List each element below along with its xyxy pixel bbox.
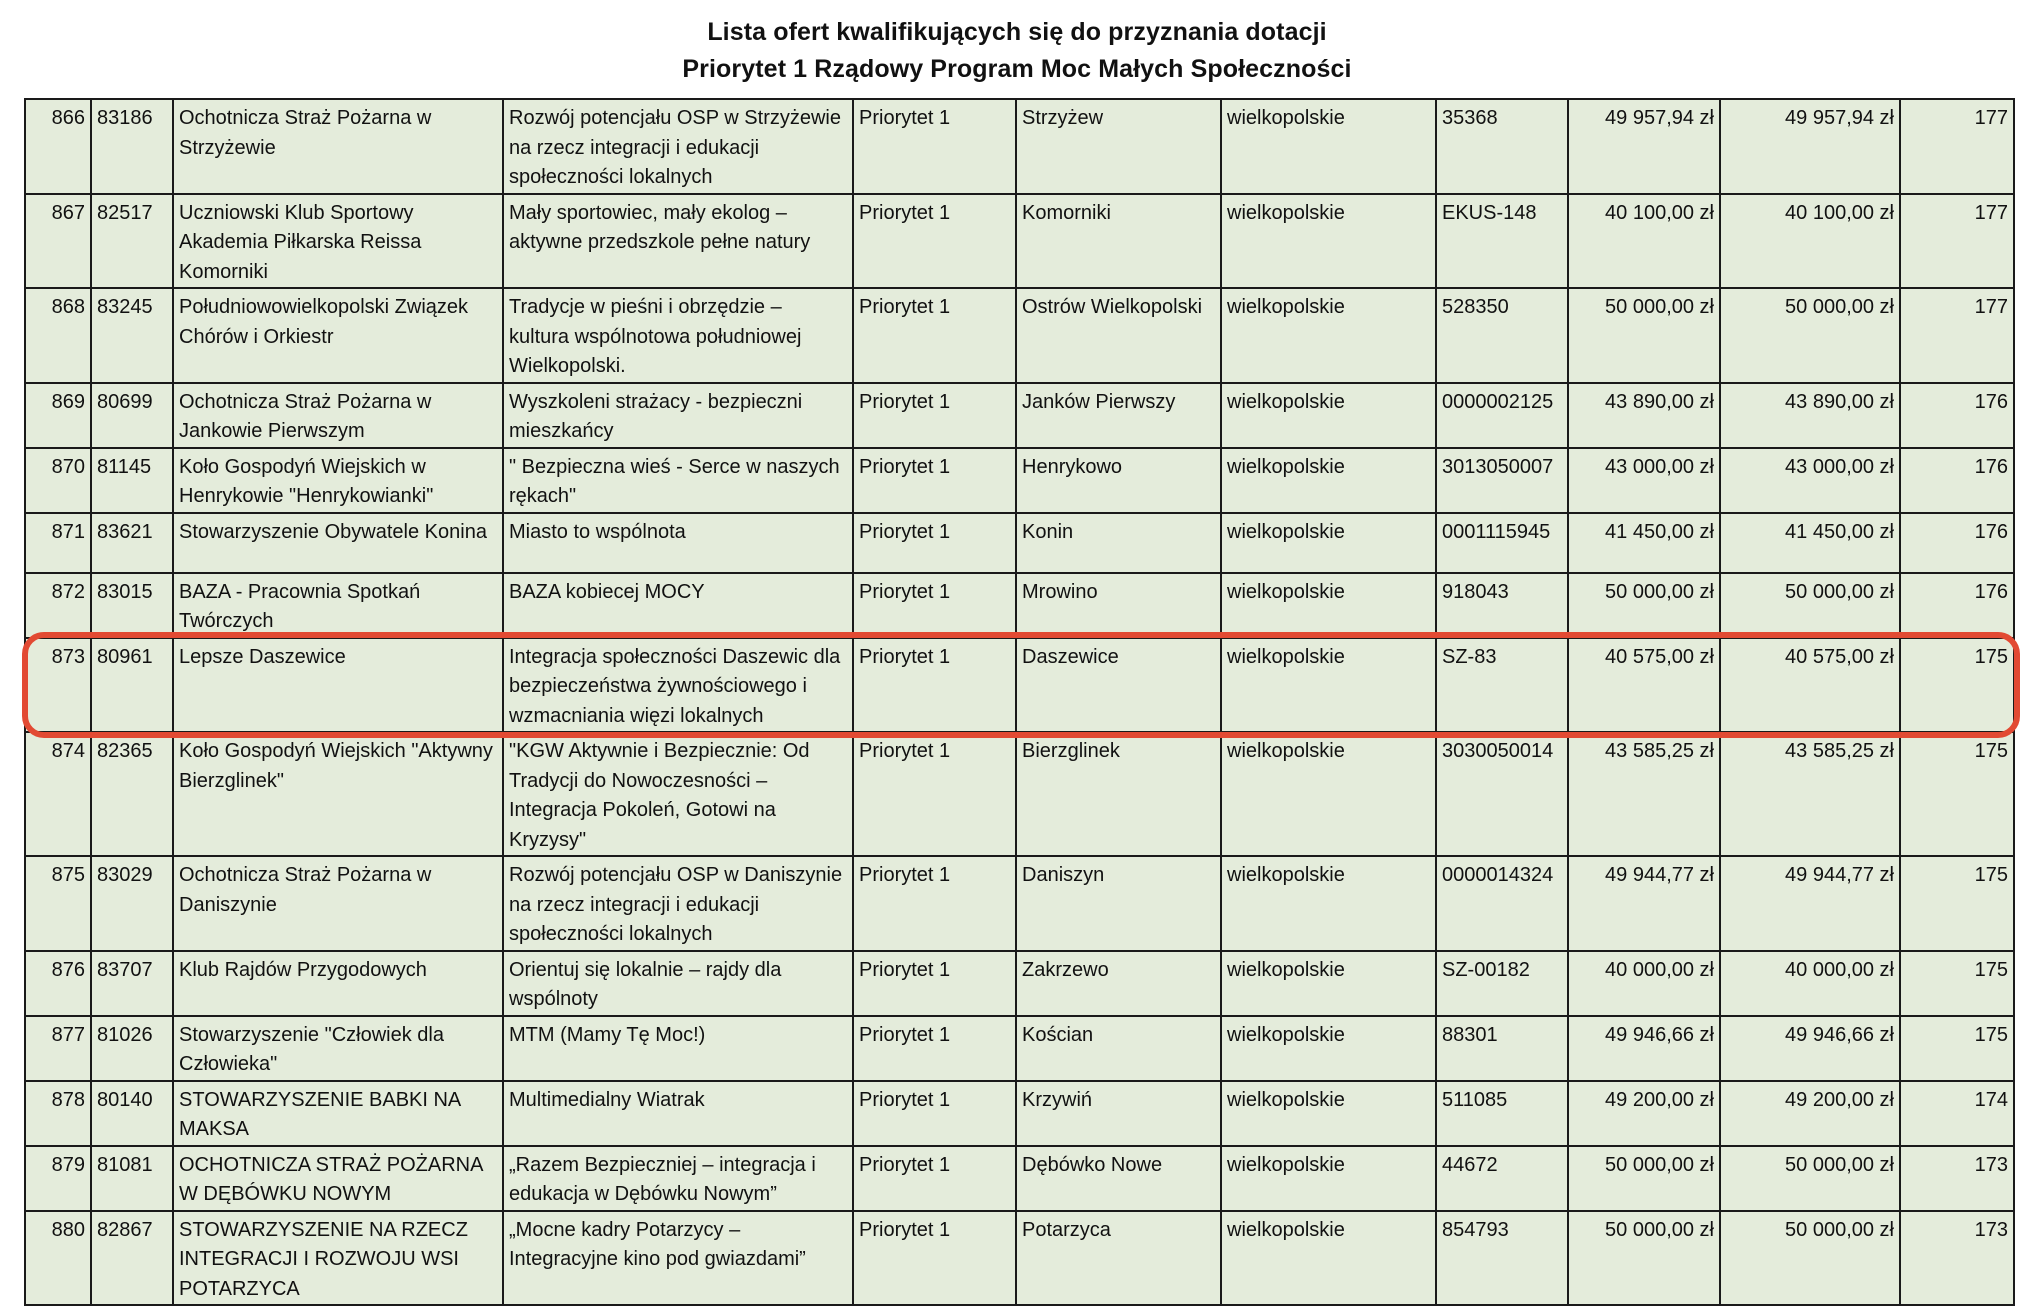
project-title-cell: Rozwój potencjału OSP w Strzyżewie na rzecz integracji i edukacji społeczności lokalnych	[503, 99, 853, 194]
score-value-cell: 177	[1900, 288, 2014, 383]
project-title-cell: MTM (Mamy Tę Moc!)	[503, 1016, 853, 1081]
registry-number-cell: 918043	[1436, 573, 1568, 638]
requested-amount-cell: 43 890,00 zł	[1568, 383, 1720, 448]
town-name-cell: Krzywiń	[1016, 1081, 1221, 1146]
row-number-cell: 875	[25, 856, 91, 951]
table-row	[25, 448, 2014, 513]
registry-number-cell: 35368	[1436, 99, 1568, 194]
registry-number-cell: 0000002125	[1436, 383, 1568, 448]
offer-id-cell: 83245	[91, 288, 173, 383]
town-name-cell: Bierzglinek	[1016, 732, 1221, 856]
organization-name-cell: STOWARZYSZENIE NA RZECZ INTEGRACJI I ROZWOJU WSI POTARZYCA	[173, 1211, 503, 1306]
row-number-cell: 878	[25, 1081, 91, 1146]
score-value-cell: 175	[1900, 732, 2014, 856]
offer-id-cell: 81145	[91, 448, 173, 513]
town-name-cell: Potarzyca	[1016, 1211, 1221, 1306]
organization-name-cell: Ochotnicza Straż Pożarna w Daniszynie	[173, 856, 503, 951]
region-name-cell: wielkopolskie	[1221, 513, 1436, 573]
project-title-cell: " Bezpieczna wieś - Serce w naszych rękach"	[503, 448, 853, 513]
project-title-cell: Wyszkoleni strażacy - bezpieczni mieszkańcy	[503, 383, 853, 448]
registry-number-cell: 3013050007	[1436, 448, 1568, 513]
offers-table-wrapper	[24, 98, 2013, 1306]
region-name-cell: wielkopolskie	[1221, 288, 1436, 383]
offer-id-cell: 81026	[91, 1016, 173, 1081]
region-name-cell: wielkopolskie	[1221, 1211, 1436, 1306]
town-name-cell: Konin	[1016, 513, 1221, 573]
table-row	[25, 732, 2014, 856]
region-name-cell: wielkopolskie	[1221, 638, 1436, 733]
project-title-cell: Miasto to wspólnota	[503, 513, 853, 573]
offer-id-cell: 83029	[91, 856, 173, 951]
priority-label-cell: Priorytet 1	[853, 1016, 1016, 1081]
requested-amount-cell: 40 575,00 zł	[1568, 638, 1720, 733]
score-value-cell: 173	[1900, 1211, 2014, 1306]
organization-name-cell: Koło Gospodyń Wiejskich w Henrykowie "Henrykowianki"	[173, 448, 503, 513]
organization-name-cell: BAZA - Pracownia Spotkań Twórczych	[173, 573, 503, 638]
row-number-cell: 877	[25, 1016, 91, 1081]
row-number-cell: 879	[25, 1146, 91, 1211]
town-name-cell: Zakrzewo	[1016, 951, 1221, 1016]
granted-amount-cell: 43 890,00 zł	[1720, 383, 1900, 448]
table-row	[25, 1146, 2014, 1211]
priority-label-cell: Priorytet 1	[853, 383, 1016, 448]
offer-id-cell: 80961	[91, 638, 173, 733]
granted-amount-cell: 50 000,00 zł	[1720, 573, 1900, 638]
table-row	[25, 383, 2014, 448]
project-title-cell: Mały sportowiec, mały ekolog – aktywne przedszkole pełne natury	[503, 194, 853, 289]
row-number-cell: 873	[25, 638, 91, 733]
region-name-cell: wielkopolskie	[1221, 99, 1436, 194]
organization-name-cell: Lepsze Daszewice	[173, 638, 503, 733]
town-name-cell: Strzyżew	[1016, 99, 1221, 194]
row-number-cell: 867	[25, 194, 91, 289]
offer-id-cell: 83707	[91, 951, 173, 1016]
score-value-cell: 175	[1900, 856, 2014, 951]
region-name-cell: wielkopolskie	[1221, 448, 1436, 513]
row-number-cell: 868	[25, 288, 91, 383]
requested-amount-cell: 50 000,00 zł	[1568, 573, 1720, 638]
granted-amount-cell: 49 957,94 zł	[1720, 99, 1900, 194]
granted-amount-cell: 50 000,00 zł	[1720, 1211, 1900, 1306]
table-row	[25, 513, 2014, 573]
granted-amount-cell: 43 585,25 zł	[1720, 732, 1900, 856]
project-title-cell: BAZA kobiecej MOCY	[503, 573, 853, 638]
table-row	[25, 1211, 2014, 1306]
registry-number-cell: 44672	[1436, 1146, 1568, 1211]
requested-amount-cell: 49 200,00 zł	[1568, 1081, 1720, 1146]
priority-label-cell: Priorytet 1	[853, 638, 1016, 733]
row-number-cell: 874	[25, 732, 91, 856]
granted-amount-cell: 49 200,00 zł	[1720, 1081, 1900, 1146]
town-name-cell: Daszewice	[1016, 638, 1221, 733]
offer-id-cell: 82517	[91, 194, 173, 289]
priority-label-cell: Priorytet 1	[853, 194, 1016, 289]
requested-amount-cell: 43 585,25 zł	[1568, 732, 1720, 856]
organization-name-cell: Koło Gospodyń Wiejskich "Aktywny Bierzglinek"	[173, 732, 503, 856]
table-row	[25, 951, 2014, 1016]
organization-name-cell: Stowarzyszenie Obywatele Konina	[173, 513, 503, 573]
priority-label-cell: Priorytet 1	[853, 856, 1016, 951]
row-number-cell: 871	[25, 513, 91, 573]
region-name-cell: wielkopolskie	[1221, 194, 1436, 289]
document-title-line-1: Lista ofert kwalifikujących się do przyznania dotacji	[707, 18, 1327, 46]
requested-amount-cell: 40 000,00 zł	[1568, 951, 1720, 1016]
region-name-cell: wielkopolskie	[1221, 951, 1436, 1016]
registry-number-cell: 528350	[1436, 288, 1568, 383]
registry-number-cell: 854793	[1436, 1211, 1568, 1306]
row-number-cell: 870	[25, 448, 91, 513]
score-value-cell: 174	[1900, 1081, 2014, 1146]
score-value-cell: 175	[1900, 638, 2014, 733]
document-header	[0, 14, 2034, 88]
project-title-cell: Tradycje w pieśni i obrzędzie – kultura wspólnotowa południowej Wielkopolski.	[503, 288, 853, 383]
registry-number-cell: 0001115945	[1436, 513, 1568, 573]
registry-number-cell: EKUS-148	[1436, 194, 1568, 289]
town-name-cell: Janków Pierwszy	[1016, 383, 1221, 448]
offers-table-body	[25, 99, 2014, 1305]
organization-name-cell: OCHOTNICZA STRAŻ POŻARNA W DĘBÓWKU NOWYM	[173, 1146, 503, 1211]
granted-amount-cell: 50 000,00 zł	[1720, 288, 1900, 383]
granted-amount-cell: 50 000,00 zł	[1720, 1146, 1900, 1211]
project-title-cell: „Razem Bezpieczniej – integracja i edukacja w Dębówku Nowym”	[503, 1146, 853, 1211]
requested-amount-cell: 50 000,00 zł	[1568, 1211, 1720, 1306]
organization-name-cell: Ochotnicza Straż Pożarna w Jankowie Pierwszym	[173, 383, 503, 448]
town-name-cell: Daniszyn	[1016, 856, 1221, 951]
granted-amount-cell: 43 000,00 zł	[1720, 448, 1900, 513]
project-title-cell: Multimedialny Wiatrak	[503, 1081, 853, 1146]
offer-id-cell: 82365	[91, 732, 173, 856]
granted-amount-cell: 49 944,77 zł	[1720, 856, 1900, 951]
requested-amount-cell: 50 000,00 zł	[1568, 288, 1720, 383]
requested-amount-cell: 49 946,66 zł	[1568, 1016, 1720, 1081]
score-value-cell: 177	[1900, 99, 2014, 194]
offer-id-cell: 80140	[91, 1081, 173, 1146]
score-value-cell: 177	[1900, 194, 2014, 289]
region-name-cell: wielkopolskie	[1221, 1146, 1436, 1211]
requested-amount-cell: 50 000,00 zł	[1568, 1146, 1720, 1211]
town-name-cell: Mrowino	[1016, 573, 1221, 638]
project-title-cell: „Mocne kadry Potarzycy – Integracyjne kino pod gwiazdami”	[503, 1211, 853, 1306]
priority-label-cell: Priorytet 1	[853, 99, 1016, 194]
row-number-cell: 866	[25, 99, 91, 194]
region-name-cell: wielkopolskie	[1221, 856, 1436, 951]
organization-name-cell: Stowarzyszenie "Człowiek dla Człowieka"	[173, 1016, 503, 1081]
table-row	[25, 1016, 2014, 1081]
requested-amount-cell: 43 000,00 zł	[1568, 448, 1720, 513]
score-value-cell: 176	[1900, 573, 2014, 638]
organization-name-cell: Ochotnicza Straż Pożarna w Strzyżewie	[173, 99, 503, 194]
region-name-cell: wielkopolskie	[1221, 573, 1436, 638]
town-name-cell: Henrykowo	[1016, 448, 1221, 513]
row-number-cell: 872	[25, 573, 91, 638]
score-value-cell: 176	[1900, 383, 2014, 448]
granted-amount-cell: 49 946,66 zł	[1720, 1016, 1900, 1081]
registry-number-cell: 511085	[1436, 1081, 1568, 1146]
offer-id-cell: 83621	[91, 513, 173, 573]
table-row	[25, 638, 2014, 733]
town-name-cell: Komorniki	[1016, 194, 1221, 289]
project-title-cell: Orientuj się lokalnie – rajdy dla wspólnoty	[503, 951, 853, 1016]
priority-label-cell: Priorytet 1	[853, 288, 1016, 383]
priority-label-cell: Priorytet 1	[853, 1081, 1016, 1146]
registry-number-cell: 3030050014	[1436, 732, 1568, 856]
requested-amount-cell: 41 450,00 zł	[1568, 513, 1720, 573]
registry-number-cell: SZ-00182	[1436, 951, 1568, 1016]
row-number-cell: 869	[25, 383, 91, 448]
granted-amount-cell: 40 000,00 zł	[1720, 951, 1900, 1016]
organization-name-cell: Klub Rajdów Przygodowych	[173, 951, 503, 1016]
region-name-cell: wielkopolskie	[1221, 1016, 1436, 1081]
registry-number-cell: SZ-83	[1436, 638, 1568, 733]
town-name-cell: Kościan	[1016, 1016, 1221, 1081]
registry-number-cell: 0000014324	[1436, 856, 1568, 951]
granted-amount-cell: 41 450,00 zł	[1720, 513, 1900, 573]
offer-id-cell: 83186	[91, 99, 173, 194]
registry-number-cell: 88301	[1436, 1016, 1568, 1081]
priority-label-cell: Priorytet 1	[853, 573, 1016, 638]
project-title-cell: Integracja społeczności Daszewic dla bezpieczeństwa żywnościowego i wzmacniania więzi lokalnych	[503, 638, 853, 733]
table-row	[25, 573, 2014, 638]
town-name-cell: Dębówko Nowe	[1016, 1146, 1221, 1211]
priority-label-cell: Priorytet 1	[853, 1211, 1016, 1306]
score-value-cell: 176	[1900, 448, 2014, 513]
offer-id-cell: 80699	[91, 383, 173, 448]
offer-id-cell: 82867	[91, 1211, 173, 1306]
priority-label-cell: Priorytet 1	[853, 951, 1016, 1016]
priority-label-cell: Priorytet 1	[853, 513, 1016, 573]
score-value-cell: 175	[1900, 951, 2014, 1016]
score-value-cell: 175	[1900, 1016, 2014, 1081]
project-title-cell: "KGW Aktywnie i Bezpiecznie: Od Tradycji do Nowoczesności – Integracja Pokoleń, Gotowi na Kryzysy"	[503, 732, 853, 856]
organization-name-cell: Uczniowski Klub Sportowy Akademia Piłkarska Reissa Komorniki	[173, 194, 503, 289]
table-row	[25, 856, 2014, 951]
offers-table	[24, 98, 2015, 1306]
granted-amount-cell: 40 575,00 zł	[1720, 638, 1900, 733]
region-name-cell: wielkopolskie	[1221, 1081, 1436, 1146]
offer-id-cell: 83015	[91, 573, 173, 638]
granted-amount-cell: 40 100,00 zł	[1720, 194, 1900, 289]
region-name-cell: wielkopolskie	[1221, 383, 1436, 448]
project-title-cell: Rozwój potencjału OSP w Daniszynie na rzecz integracji i edukacji społeczności lokalnych	[503, 856, 853, 951]
priority-label-cell: Priorytet 1	[853, 1146, 1016, 1211]
requested-amount-cell: 40 100,00 zł	[1568, 194, 1720, 289]
town-name-cell: Ostrów Wielkopolski	[1016, 288, 1221, 383]
requested-amount-cell: 49 944,77 zł	[1568, 856, 1720, 951]
organization-name-cell: STOWARZYSZENIE BABKI NA MAKSA	[173, 1081, 503, 1146]
priority-label-cell: Priorytet 1	[853, 732, 1016, 856]
region-name-cell: wielkopolskie	[1221, 732, 1436, 856]
table-row	[25, 1081, 2014, 1146]
row-number-cell: 880	[25, 1211, 91, 1306]
table-row	[25, 288, 2014, 383]
table-row	[25, 194, 2014, 289]
score-value-cell: 176	[1900, 513, 2014, 573]
document-title-line-2: Priorytet 1 Rządowy Program Moc Małych Społeczności	[682, 55, 1352, 83]
organization-name-cell: Południowowielkopolski Związek Chórów i Orkiestr	[173, 288, 503, 383]
table-row	[25, 99, 2014, 194]
priority-label-cell: Priorytet 1	[853, 448, 1016, 513]
score-value-cell: 173	[1900, 1146, 2014, 1211]
requested-amount-cell: 49 957,94 zł	[1568, 99, 1720, 194]
offer-id-cell: 81081	[91, 1146, 173, 1211]
row-number-cell: 876	[25, 951, 91, 1016]
